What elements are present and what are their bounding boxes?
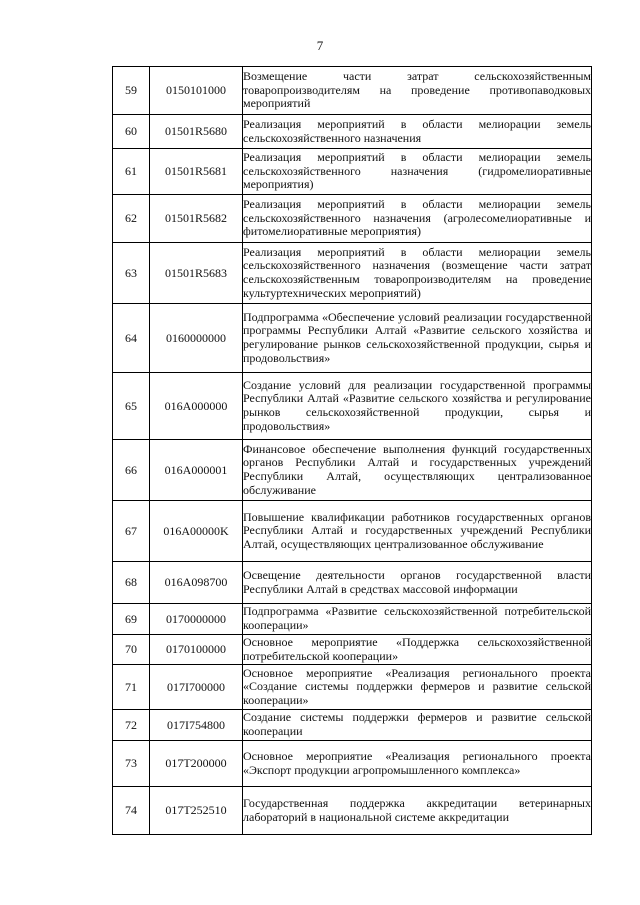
row-description	[243, 604, 592, 635]
row-code: 01501R5682	[150, 195, 243, 243]
row-description-text: Государственная поддержка аккредитации ветеринарных лабораторий в национальной системе аккредитации	[243, 795, 591, 824]
row-number: 71	[113, 665, 150, 710]
row-code: 017I754800	[150, 710, 243, 741]
row-number: 59	[113, 67, 150, 115]
row-description-text: Повышение квалификации работников государственных органов Республики Алтай и государственных учреждений Республики Алтай, осуществляющих централизованное обслуживание	[243, 509, 591, 551]
table-row	[113, 635, 592, 665]
row-description-text: Реализация мероприятий в области мелиорации земель сельскохозяйственного назначения (агролесомелиоративные и фитомелиоративные мероприятия)	[243, 197, 591, 239]
budget-classification-table	[112, 66, 592, 835]
row-description-text: Подпрограмма «Развитие сельскохозяйственной потребительской кооперации»	[243, 604, 591, 632]
row-code: 017T252510	[150, 787, 243, 835]
table-row	[113, 665, 592, 710]
table-row	[113, 243, 592, 304]
row-code: 016A000000	[150, 373, 243, 440]
table-body	[113, 67, 592, 835]
row-description-text: Создание условий для реализации государственной программы Республики Алтай «Развитие сельского хозяйства и регулирование рынков сельскохозяйственной продукции, сырья и продовольствия»	[243, 377, 591, 433]
row-description	[243, 243, 592, 304]
table-row	[113, 149, 592, 195]
row-description	[243, 665, 592, 710]
row-number: 66	[113, 440, 150, 501]
table-row	[113, 67, 592, 115]
row-description	[243, 440, 592, 501]
table-row	[113, 741, 592, 787]
row-description	[243, 149, 592, 195]
row-description-text: Реализация мероприятий в области мелиорации земель сельскохозяйственного назначения (гидромелиоративные мероприятия)	[243, 150, 591, 192]
row-description-text: Подпрограмма «Обеспечение условий реализации государственной программы Республики Алтай «Развитие сельского хозяйства и регулирование рынков сельскохозяйственной продукции, сырья и продовольствия»	[243, 309, 591, 365]
row-description	[243, 304, 592, 373]
row-number: 60	[113, 115, 150, 149]
table-row	[113, 501, 592, 562]
row-number: 70	[113, 635, 150, 665]
row-number: 61	[113, 149, 150, 195]
row-number: 73	[113, 741, 150, 787]
table-row	[113, 373, 592, 440]
row-number: 74	[113, 787, 150, 835]
row-description-text: Создание системы поддержки фермеров и развитие сельской кооперации	[243, 710, 591, 738]
row-description	[243, 787, 592, 835]
row-number: 64	[113, 304, 150, 373]
row-description	[243, 67, 592, 115]
row-description	[243, 373, 592, 440]
table-row	[113, 787, 592, 835]
row-code: 016A098700	[150, 562, 243, 604]
row-code: 0160000000	[150, 304, 243, 373]
table-row	[113, 710, 592, 741]
row-code: 0170000000	[150, 604, 243, 635]
row-code: 01501R5680	[150, 115, 243, 149]
table-row	[113, 115, 592, 149]
row-code: 017T200000	[150, 741, 243, 787]
row-description	[243, 501, 592, 562]
table-row	[113, 195, 592, 243]
row-number: 65	[113, 373, 150, 440]
row-code: 0170100000	[150, 635, 243, 665]
row-description-text: Финансовое обеспечение выполнения функций государственных органов Республики Алтай и государственных учреждений Республики Алтай, осуществляющих централизованное обслуживание	[243, 441, 591, 497]
row-code: 01501R5683	[150, 243, 243, 304]
row-code: 016A00000K	[150, 501, 243, 562]
row-number: 68	[113, 562, 150, 604]
row-description-text: Реализация мероприятий в области мелиорации земель сельскохозяйственного назначения (возмещение части затрат сельскохозяйственным товаропроизводителям на проведение культуртехнических мероприятий)	[243, 244, 591, 300]
page-number: 7	[316, 38, 324, 53]
row-description-text: Основное мероприятие «Поддержка сельскохозяйственной потребительской кооперации»	[243, 634, 591, 663]
row-description	[243, 741, 592, 787]
row-number: 67	[113, 501, 150, 562]
table-row	[113, 440, 592, 501]
row-number: 72	[113, 710, 150, 741]
row-description-text: Возмещение части затрат сельскохозяйственным товаропроизводителям на проведение противопаводковых мероприятий	[243, 69, 591, 111]
table-row	[113, 304, 592, 373]
row-number: 62	[113, 195, 150, 243]
row-code: 017I700000	[150, 665, 243, 710]
table-row	[113, 604, 592, 635]
row-description-text: Основное мероприятие «Реализация регионального проекта «Создание системы поддержки фермеров и развитие сельской кооперации»	[243, 665, 591, 707]
table-row	[113, 562, 592, 604]
row-description	[243, 115, 592, 149]
row-description	[243, 710, 592, 741]
row-code: 016A000001	[150, 440, 243, 501]
row-description-text: Освещение деятельности органов государственной власти Республики Алтай в средствах массовой информации	[243, 567, 591, 596]
row-description-text: Основное мероприятие «Реализация регионального проекта «Экспорт продукции агропромышленного комплекса»	[243, 748, 591, 777]
row-description	[243, 562, 592, 604]
row-description	[243, 195, 592, 243]
row-code: 0150101000	[150, 67, 243, 115]
row-number: 69	[113, 604, 150, 635]
row-code: 01501R5681	[150, 149, 243, 195]
row-description-text: Реализация мероприятий в области мелиорации земель сельскохозяйственного назначения	[243, 116, 591, 145]
row-number: 63	[113, 243, 150, 304]
row-description	[243, 635, 592, 665]
